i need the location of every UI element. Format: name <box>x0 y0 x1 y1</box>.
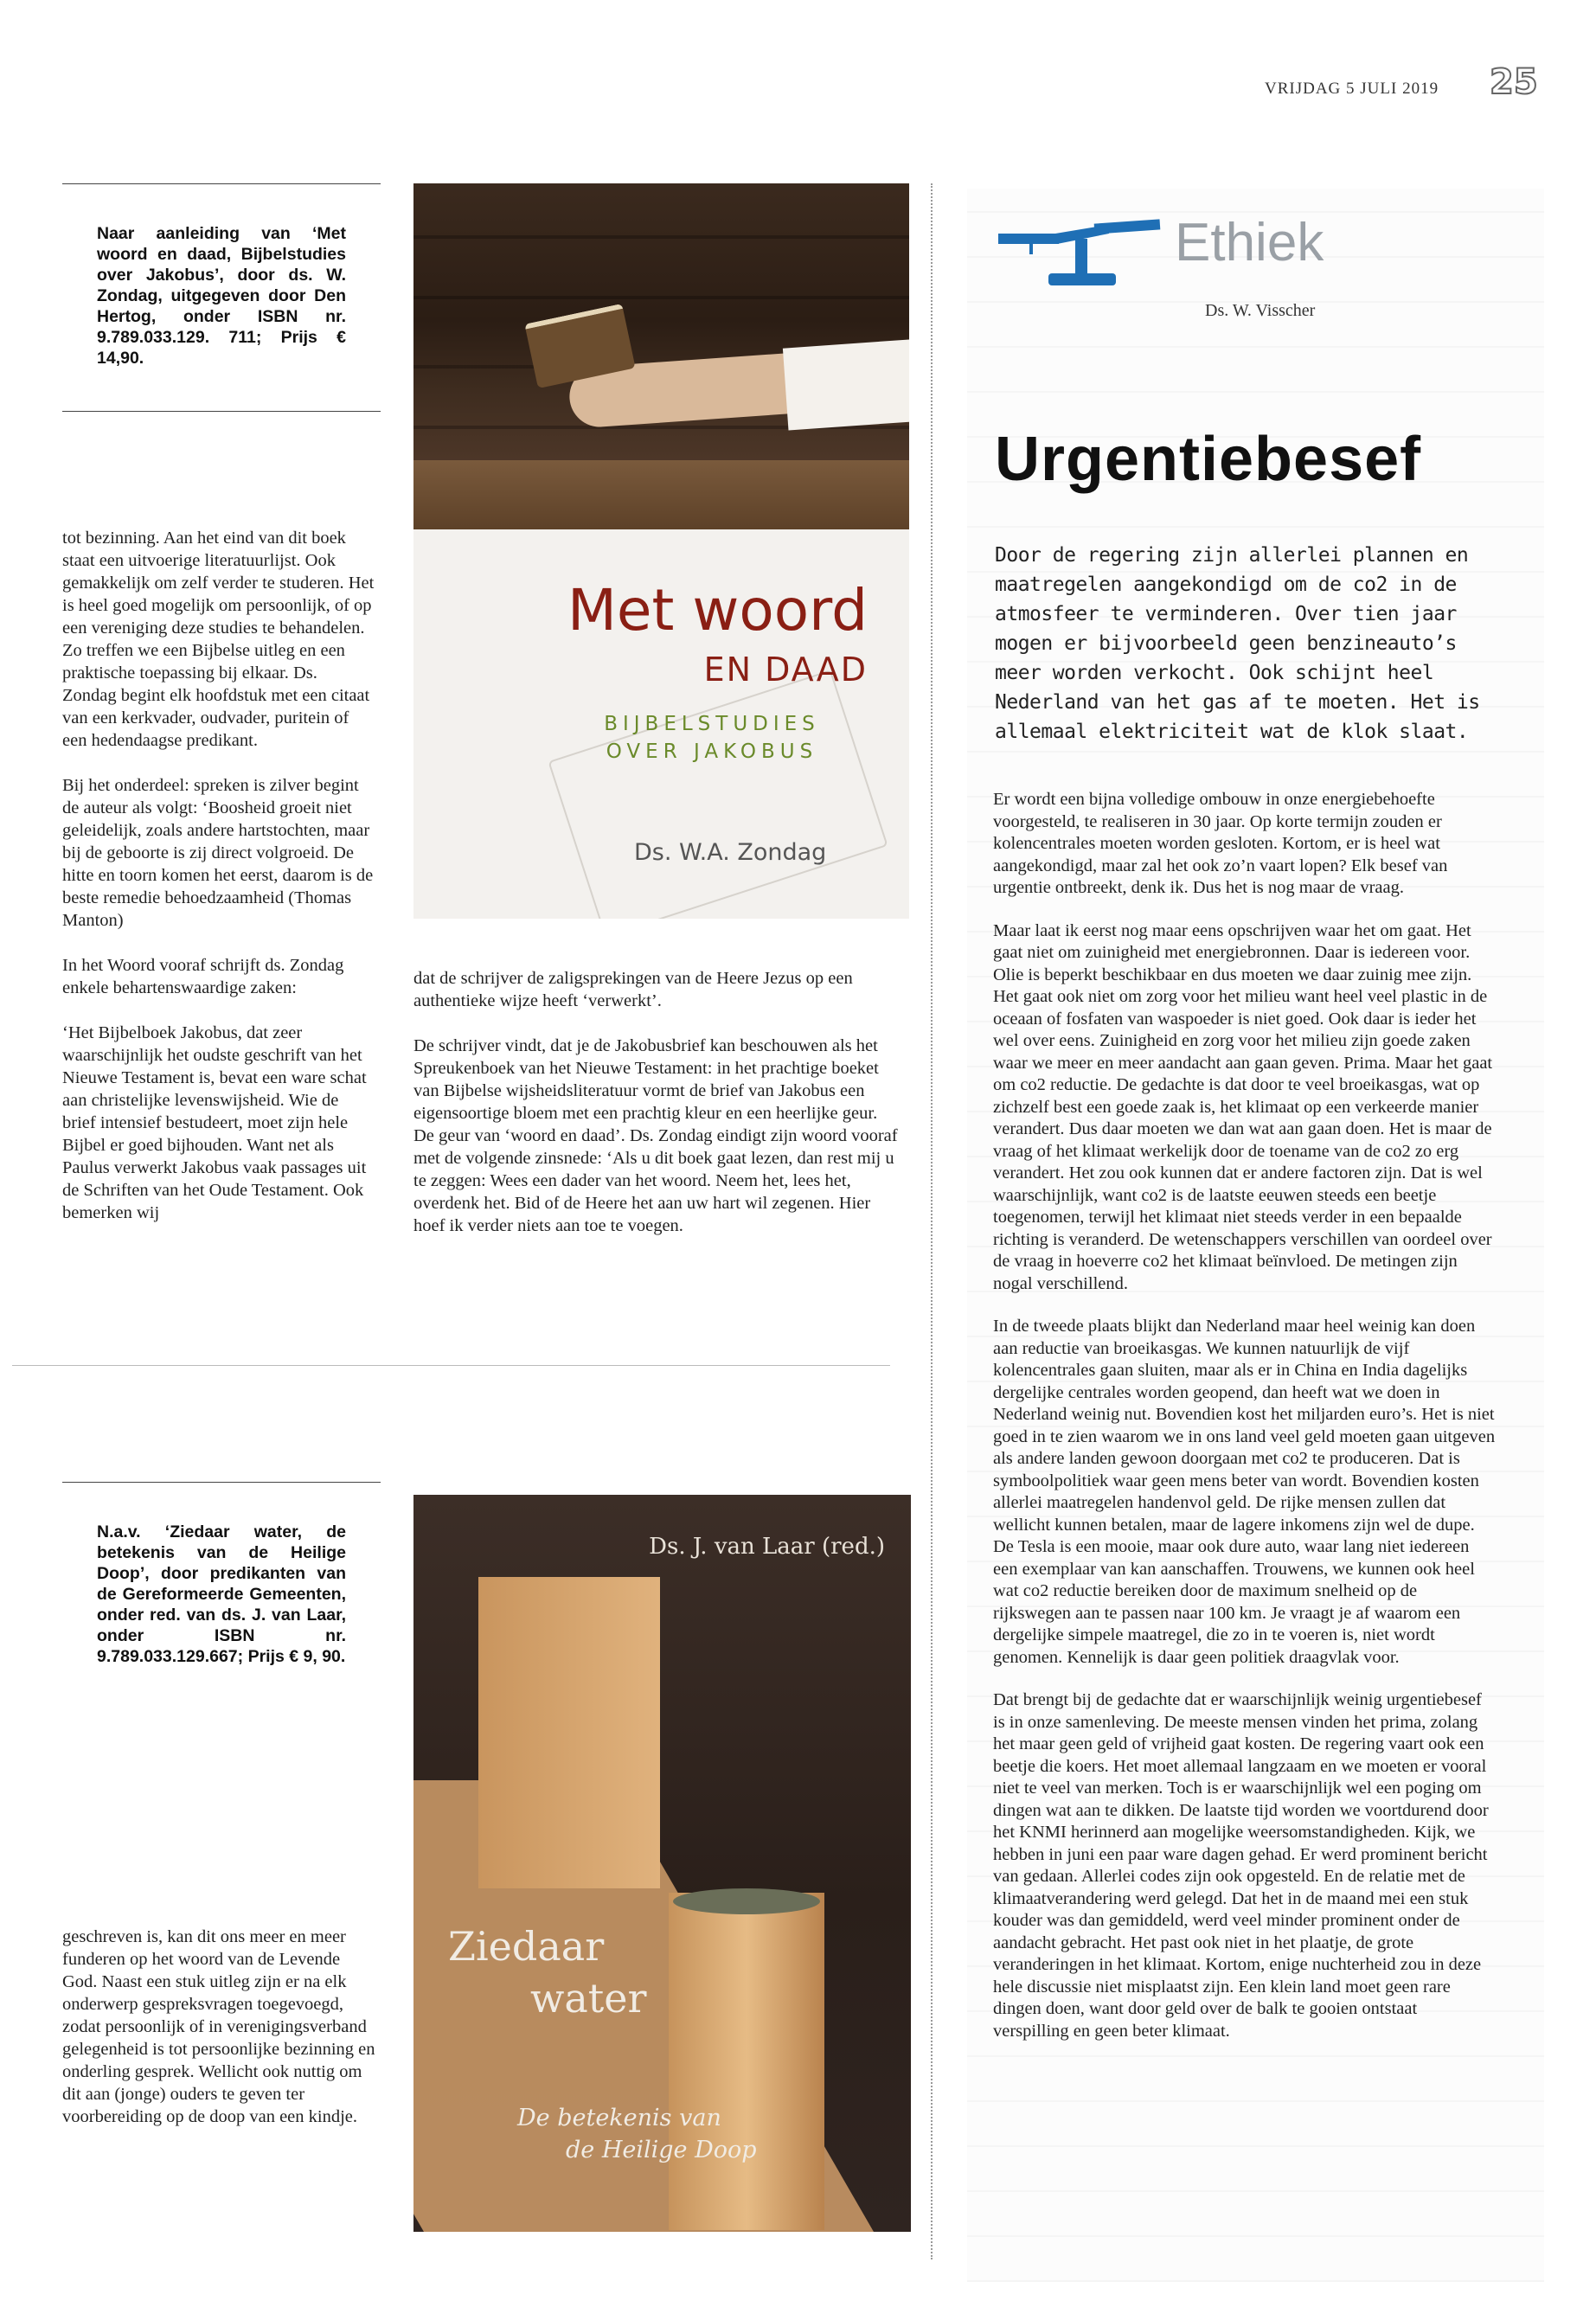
pulpit-illustration <box>478 1577 660 1888</box>
paragraph: In het Woord vooraf schrijft ds. Zondag enkele behartenswaardige zaken: <box>62 956 344 997</box>
cover-subtitle-line2: OVER JAKOBUS <box>606 740 818 763</box>
review1-mid-column <box>413 967 898 1261</box>
article-body <box>993 789 1497 2067</box>
headline: Urgentiebesef <box>995 425 1422 494</box>
paragraph: Dat brengt bij de gedachte dat er waarschijnlijk weinig urgentiebesef is in onze samenleving. De meeste mensen vinden het prima, zolang het maar geen geld of vrijheid gaat kosten. De regering vaart ook een beetje die koers. Het moet allemaal langzaam en we moeten er vooral niet te veel van merken. Toch is er waarschijnlijk wel een poging om dingen wat aan te dikken. De laatste tijd worden we voortdurend door het KNMI herinnerd aan mogelijke weersomstandigheden. Kijk, we hebben in juni een paar ware dagen gehad. Er werd prominent bericht van gedaan. Allerlei codes zijn ook opgesteld. En de relatie met de klimaatverandering werd gelegd. Dat het in de maand mei een stuk kouder was dan gemiddeld, werd veel minder prominent onder de aandacht gebracht. Het past ook niet in het plaatje, de grote veranderingen in het klimaat. Kortom, enige nuchterheid zou in deze hele discussie niet misplaatst zijn. Een klein land moet geen rare dingen doen, want door geld over de balk te gooien ontstaat verspilling en geen beter klimaat. <box>993 1690 1489 2041</box>
paragraph: ‘Het Bijbelboek Jakobus, dat zeer waarschijnlijk het oudste geschrift van het Nieuwe Testament is, bevat een ware schat aan christelijke levenswijsheid. Wie de brief intensief bestudeert, moet zijn hele Bijbel er goed bijhouden. Want net als Paulus verwerkt Jakobus vaak passages uit de Schriften van het Oude Testament. Ook bemerken wij <box>62 1023 367 1222</box>
review1-left-column <box>62 527 375 1248</box>
page-number: 25 <box>1490 62 1538 102</box>
article-intro: Door de regering zijn allerlei plannen en maatregelen aangekondigd om de co2 in de atmosfeer te verminderen. Over tien jaar mogen er bijvoorbeeld geen benzineauto’s meer worden verkocht. Ook schijnt heel Nederland van het gas af te moeten. Het is allemaal elektriciteit wat de klok slaat. <box>995 544 1480 743</box>
cover-photo <box>413 183 909 528</box>
paragraph: De schrijver vindt, dat je de Jakobusbrief kan beschouwen als het Spreukenboek van het Nieuwe Testament: in het prachtige boeket van Bijbelse wijsheidsliteratuur vormt de brief van Jakobus een eigensoortige bloem met een prachtig kleur en een heerlijke geur. De geur van ‘woord en daad’. Ds. Zondag eindigt zijn woord vooraf met de volgende zinsnede: ‘Als u dit boek gaat lezen, dan rest mij u te zeggen: Wees een dader van het woord. Neem het, lees het, overdenk het. Bid of de Heere het aan uw hart wil zegenen. Hier hoef ik verder niets aan toe te voegen. <box>413 1036 898 1235</box>
divider <box>62 411 381 412</box>
article-author: Ds. W. Visscher <box>1205 301 1316 320</box>
paragraph: Er wordt een bijna volledige ombouw in onze energiebehoefte voorgesteld, te realiseren in 30 jaar. Op korte termijn zouden er kolencentrales moeten worden gesloten. Kortom, er is heel wat aangekondigd, maar zal het ook zo’n vaart lopen? Elk besef van urgentie ontbreekt, denk ik. Dus het is nog maar de vraag. <box>993 790 1448 897</box>
review1-info: Naar aanleiding van ‘Met woord en daad, Bijbelstudies over Jakobus’, door ds. W. Zondag, uitgegeven door Den Hertog, onder ISBN nr. 9.789.033.129. 711; Prijs € 14,90. <box>97 224 346 368</box>
paragraph: Maar laat ik eerst nog maar eens opschrijven waar het om gaat. Het gaat niet om zuinigheid met energiebronnen. Daar is iedereen voor. Olie is beperkt beschikbaar en dus moeten we daar zuinig mee zijn. Het gaat ook niet om zorg voor het milieu want heel veel plastic in de oceaan of fosfaten van waspoeder is niet goed. Ook daar is ieder het wel over eens. Zuinigheid en zorg voor het milieu zijn goede zaken waar we meer en meer aandacht aan gaan geven. Prima. Maar het gaat om co2 reductie. De gedachte is dat door te veel broeikasgas, wat op zichzelf best een goede zaak is, het klimaat op een verkeerde manier verandert. Dus daar moeten we dan wat aan gaan doen. Het is maar de vraag of het klimaat werkelijk door de toename van de co2 zo erg verandert. Het zou ook kunnen dat er andere factoren zijn. Dat is wel waarschijnlijk, want co2 is de laatste eeuwen steeds een beetje toegenomen, terwijl het klimaat niet steeds verder in een bepaalde richting is veranderd. De wetenschappers verschillen van oordeel over de vraag in hoeverre co2 het klimaat beïnvloed. De metingen zijn nogal verschillend. <box>993 920 1493 1293</box>
book-cover-ziedaar-water <box>413 1495 911 2232</box>
section-divider <box>12 1365 890 1366</box>
notebook-illustration <box>548 670 888 919</box>
book-cover-met-woord-en-daad <box>413 183 909 919</box>
cover-subtitle: BIJBELSTUDIES <box>604 713 820 735</box>
review2-info: N.a.v. ‘Ziedaar water, de betekenis van de Heilige Doop’, door predikanten van de Gereformeerde Gemeenten, onder red. van ds. J. van Laar, onder ISBN nr. 9.789.033.129.667; Prijs € 9, 90. <box>97 1522 346 1666</box>
column-separator <box>931 183 933 2259</box>
scales-icon <box>995 215 1168 292</box>
paragraph: geschreven is, kan dit ons meer en meer funderen op het woord van de Levende God. Naast een stuk uitleg zijn er na elk onderwerp gespreksvragen toegevoegd, zodat persoonlijk of in verenigingsverband gelegenheid is tot persoonlijke bezinning en onderling gesprek. Wellicht ook nuttig om dit aan (jonge) ouders te geven ter voorbereiding op de doop van een kindje. <box>62 1927 375 2126</box>
cover-author: Ds. J. van Laar (red.) <box>649 1534 885 1560</box>
paragraph: dat de schrijver de zaligsprekingen van de Heere Jezus op een authentieke wijze heeft ‘verwerkt’. <box>413 969 853 1010</box>
paragraph: In de tweede plaats blijkt dan Nederland maar heel weinig kan doen aan reductie van broeikasgas. We kunnen natuurlijk de vijf kolencentrales gaan sluiten, maar als er in China en India dagelijks dergelijke centrales worden geopend, dan heeft wat we doen in Nederland weinig nut. Bovendien kost het miljarden euro’s. Het is niet goed in te zien waarom we in ons land veel geld moeten gaan uitgeven als andere landen gewoon doorgaan met co2 te produceren. Dat is symboolpolitiek waar geen mens beter van wordt. Bovendien kosten allerlei maatregelen handenvol geld. De rijke mensen zullen dat wellicht kunnen betalen, maar de lagere inkomens zijn wel de dupe. De Tesla is een mooie, maar ook dure auto, waar lang niet iedereen een exemplaar van kan aanschaffen. Trouwens, we kunnen ook heel wat co2 reductie bereiken door de maximum snelheid op de rijkswegen aan te passen naar 100 km. Je vraagt je af waarom een dergelijke simpele maatregel, die zo in te voeren is, niet wordt genomen. Kennelijk is daar geen politiek draagvlak voor. <box>993 1317 1496 1667</box>
cover-subtitle-line2: de Heilige Doop <box>566 2137 757 2163</box>
section-title: Ethiek <box>1175 213 1324 272</box>
cover-author: Ds. W.A. Zondag <box>634 839 827 866</box>
cover-subtitle: De betekenis van <box>517 2105 721 2131</box>
cover-title: Ziedaar <box>448 1923 605 1970</box>
baptismal-font-illustration <box>669 1893 824 2230</box>
paragraph: tot bezinning. Aan het eind van dit boek staat een uitvoerige literatuurlijst. Ook gemakkelijk om zelf verder te studeren. Het is heel goed mogelijk om persoonlijk, of op een vereniging deze studies te behandelen. Zo treffen we een Bijbelse uitleg en een praktische toepassing bij elkaar. Ds. Zondag begint elk hoofdstuk met een citaat van een kerkvader, oudvader, puritein of een hedendaagse predikant. <box>62 529 375 750</box>
cover-title-line2: water <box>530 1975 647 2022</box>
divider <box>62 1482 381 1483</box>
review2-left-column <box>62 1926 375 2152</box>
paragraph: Bij het onderdeel: spreken is zilver begint de auteur als volgt: ‘Boosheid groeit niet geleidelijk, zoals andere hartstochten, maar bij de geboorte is zij direct volgroeid. De hitte en toorn komen het eerst, daarom is de beste remedie behoedzaamheid (Thomas Manton) <box>62 776 374 930</box>
divider <box>62 183 381 184</box>
baptismal-bowl-icon <box>673 1888 820 1914</box>
cover-title-line2: EN DAAD <box>703 651 868 689</box>
cover-title: Met woord <box>567 577 868 644</box>
header-date: VRIJDAG 5 JULI 2019 <box>1265 80 1439 98</box>
